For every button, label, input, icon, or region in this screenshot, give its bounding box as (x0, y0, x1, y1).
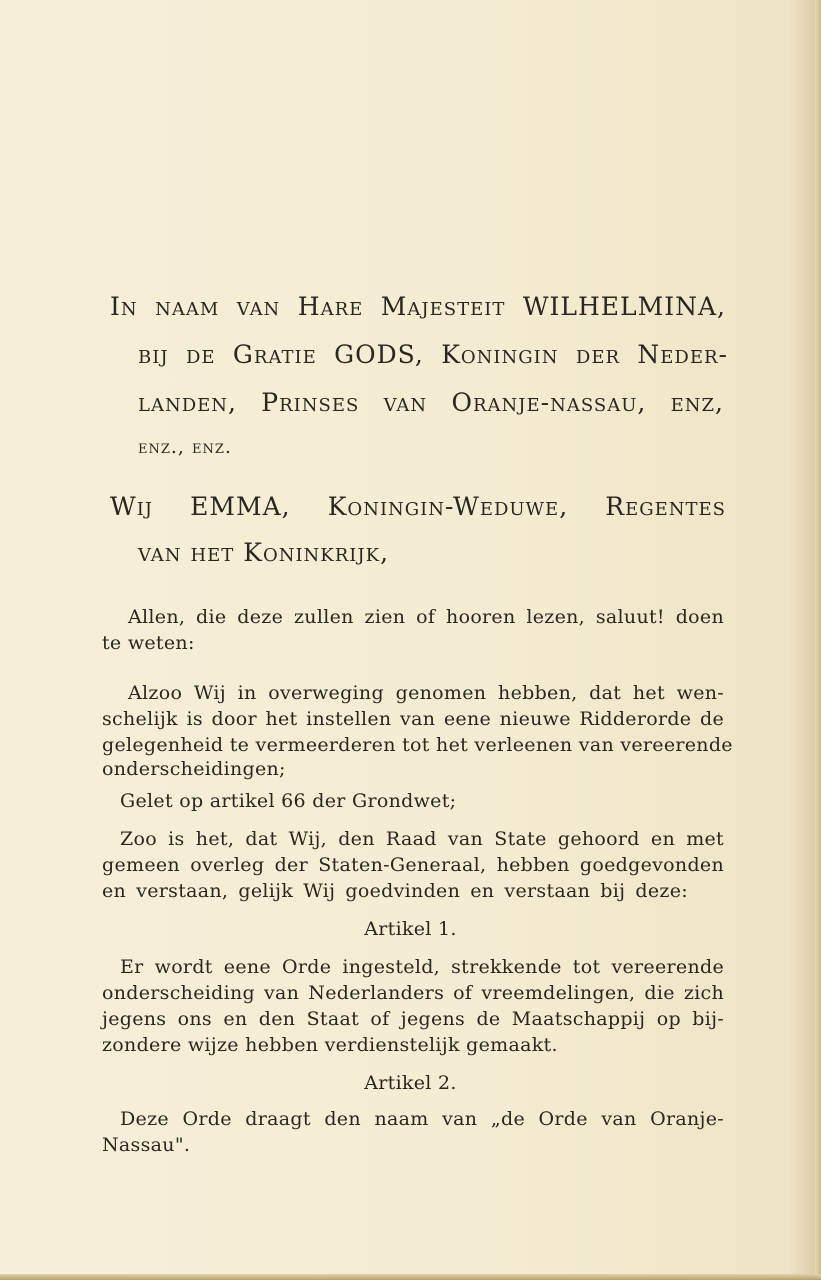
paragraph-4-line-3: en verstaan, gelijk Wij goedvinden en verstaan bij deze: (102, 880, 688, 902)
regent-line-1: Wij EMMA, Koningin-Weduwe, Regentes (110, 492, 726, 521)
paragraph-1-line-1: Allen, die deze zullen zien of hooren lezen, saluut! doen (128, 606, 724, 628)
article-2-title: Artikel 2. (364, 1072, 457, 1094)
heading-line-4: enz., enz. (138, 436, 232, 458)
paragraph-2-line-2: schelijk is door het instellen van eene nieuwe Ridderorde de (102, 708, 724, 730)
article-1-title: Artikel 1. (364, 918, 457, 940)
regent-line-2: van het Koninkrijk, (138, 538, 390, 567)
paragraph-1-line-2: te weten: (102, 632, 195, 654)
paragraph-2-line-3: gelegenheid te vermeerderen tot het verleenen van vereerende (102, 734, 733, 756)
heading-line-3: landen, Prinses van Oranje-nassau, enz, (138, 388, 724, 417)
article-1-line-4: zondere wijze hebben verdienstelijk gemaakt. (102, 1034, 558, 1056)
paragraph-3-line-1: Gelet op artikel 66 der Grondwet; (120, 790, 457, 812)
heading-line-2: bij de Gratie GODS, Koningin der Neder- (138, 340, 728, 369)
paragraph-4-line-1: Zoo is het, dat Wij, den Raad van State gehoord en met (120, 828, 724, 850)
article-2-line-2: Nassau". (102, 1134, 191, 1156)
article-1-line-1: Er wordt eene Orde ingesteld, strekkende tot vereerende (120, 956, 724, 978)
paragraph-2-line-1: Alzoo Wij in overweging genomen hebben, dat het wen- (128, 682, 724, 704)
article-1-line-3: jegens ons en den Staat of jegens de Maatschappij op bij- (102, 1008, 724, 1030)
paragraph-4-line-2: gemeen overleg der Staten-Generaal, hebben goedgevonden (102, 854, 724, 876)
article-1-line-2: onderscheiding van Nederlanders of vreemdelingen, die zich (102, 982, 724, 1004)
paragraph-2-line-4: onderscheidingen; (102, 758, 286, 780)
heading-line-1: In naam van Hare Majesteit WILHELMINA, (110, 292, 726, 321)
page-edge-bottom (0, 1274, 821, 1280)
article-2-line-1: Deze Orde draagt den naam van „de Orde van Oranje- (120, 1108, 724, 1130)
